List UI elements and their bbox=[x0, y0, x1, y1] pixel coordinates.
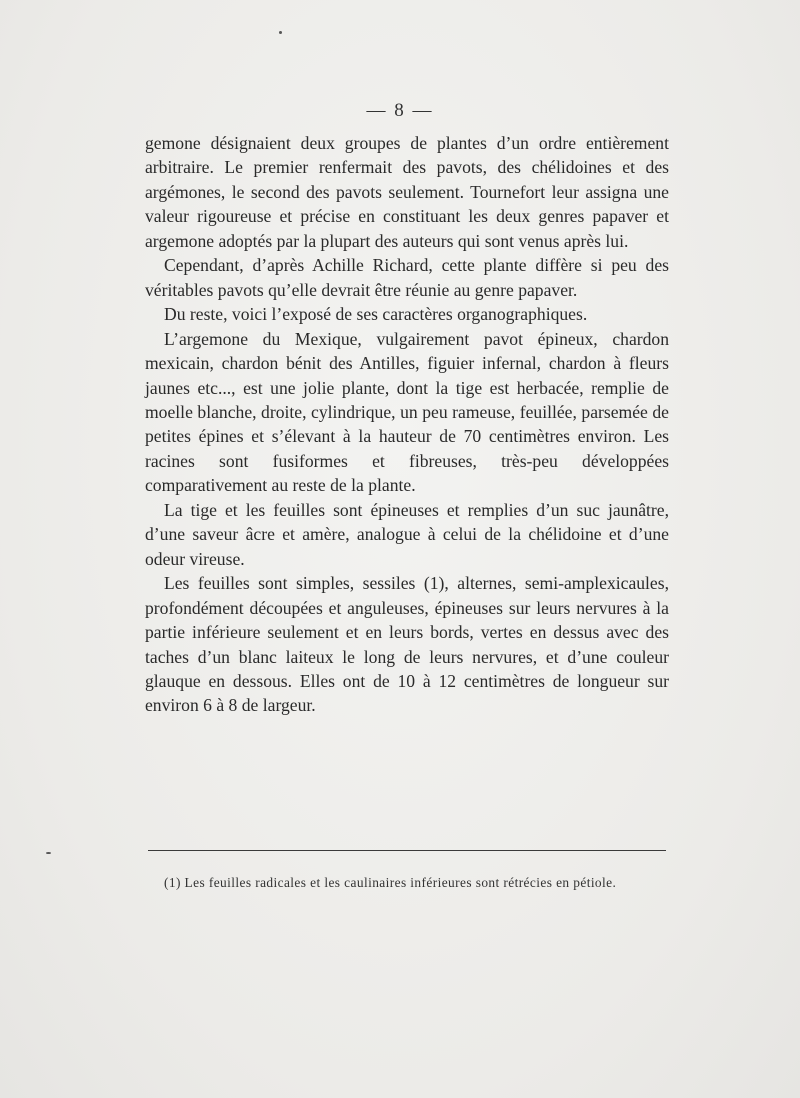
ink-speck bbox=[279, 31, 282, 34]
paragraph-continuation: gemone désignaient deux groupes de plantes d’un ordre entièrement arbitraire. Le premier renfermait des pavots, des chélidoines et des argémones, le second des pavots seulement. Tournefort leur assigna une valeur rigoureuse et précise en constituant les deux genres papaver et argemone adoptés par la plupart des auteurs qui sont venus après lui. bbox=[145, 133, 669, 251]
paragraph: Cependant, d’après Achille Richard, cette plante diffère si peu des véritables pavots qu’elle devrait être réunie au genre papaver. bbox=[145, 255, 669, 300]
paragraph: L’argemone du Mexique, vulgairement pavot épineux, chardon mexicain, chardon bénit des Antilles, figuier infernal, chardon à fleurs jaunes etc..., est une jolie plante, dont la tige est herbacée, remplie de moelle blanche, droite, cylindrique, un peu rameuse, feuillée, parsemée de petites épines et s’élevant à la hauteur de 70 centimètres environ. Les racines sont fusiformes et fibreuses, très-peu développées comparativement au reste de la plante. bbox=[145, 328, 669, 496]
page-number: — 8 — bbox=[366, 100, 434, 121]
footnote-text: (1) Les feuilles radicales et les caulinaires inférieures sont rétrécies en pétiole. bbox=[164, 875, 617, 890]
footnote bbox=[145, 873, 667, 893]
ink-speck bbox=[46, 852, 51, 854]
paragraph: La tige et les feuilles sont épineuses et remplies d’un suc jaunâtre, d’une saveur âcre et amère, analogue à celui de la chélidoine et d’une odeur vireuse. bbox=[145, 499, 669, 569]
footnote-divider bbox=[148, 850, 666, 851]
paragraph: Du reste, voici l’exposé de ses caractères organographiques. bbox=[164, 304, 588, 325]
paragraph: Les feuilles sont simples, sessiles (1), alternes, semi-amplexicaules, profondément découpées et anguleuses, épineuses sur leurs nervures à la partie inférieure seulement et en leurs bords, vertes en dessus avec des taches d’un blanc laiteux le long de leurs nervures, et d’une couleur glauque en dessous. Elles ont de 10 à 12 centimètres de longueur sur environ 6 à 8 de largeur. bbox=[145, 573, 669, 716]
body-text bbox=[145, 131, 669, 718]
